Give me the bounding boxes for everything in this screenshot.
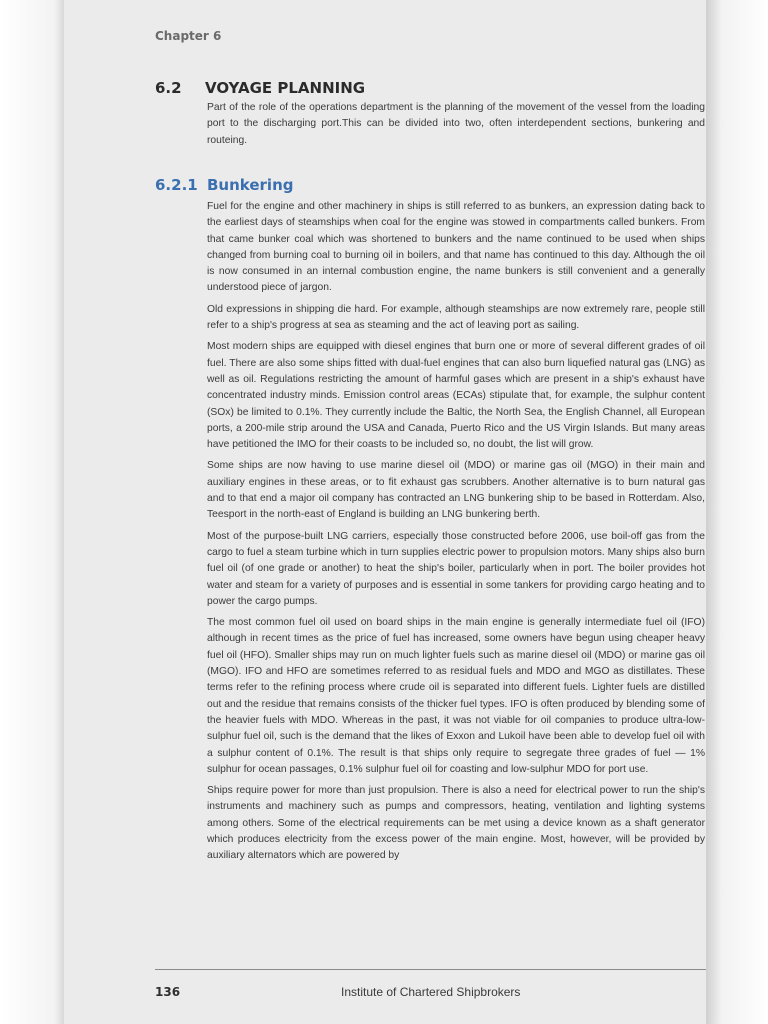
section-number: 6.2 [155,79,182,97]
section-intro: Part of the role of the operations department is the planning of the movement of the vessel from the loading port to the discharging port.This can be divided into two, often interdependent sections, bunkering and routeing. [207,102,705,146]
section-title: VOYAGE PLANNING [205,79,366,97]
paragraph: Most of the purpose-built LNG carriers, especially those constructed before 2006, use boil-off gas from the cargo to fuel a steam turbine which in turn supplies electric power to propulsion motors. Many ships also burn fuel oil (of one grade or another) to heat the ship's boiler, particularly when in port. The boiler provides hot water and steam for a variety of purposes and is essential in some tankers for providing cargo heating and to power the cargo pumps. [207,530,705,607]
section-heading [155,79,365,97]
paragraph: Ships require power for more than just propulsion. There is also a need for electrical power to run the ship's instruments and machinery such as pumps and compressors, heating, ventilation and lighting systems among others. Some of the electrical requirements can be met using a device known as a shaft generator which produces electricity from the excess power of the main engine. Most, however, will be provided by auxiliary alternators which are powered by [207,785,705,862]
footer-publisher: Institute of Chartered Shipbrokers [341,985,521,999]
paragraph: Some ships are now having to use marine diesel oil (MDO) or marine gas oil (MGO) in their main and auxiliary engines in these areas, or to fit exhaust gas scrubbers. Another alternative is to burn natural gas and to that end a major oil company has contracted an LNG bunkering ship to be based in Rotterdam. Also, Teesport in the north-east of England is building an LNG bunkering berth. [207,460,705,521]
section-intro-block [207,100,705,149]
footer-divider [155,969,706,970]
paragraph: Most modern ships are equipped with diesel engines that burn one or more of several different grades of oil fuel. There are also some ships fitted with dual-fuel engines that can also burn liquefied natural gas (LNG) as well as oil. Regulations restricting the amount of harmful gases which are present in a ship's exhaust have concentrated industry minds. Emission control areas (ECAs) stipulate that, for example, the sulphur content (SOx) be limited to 0.1%. They currently include the Baltic, the North Sea, the English Channel, all European ports, a 200-mile strip around the USA and Canada, Puerto Rico and the US Virgin Islands. But many areas have petitioned the IMO for their coasts to be included so, no doubt, the list will grow. [207,341,705,451]
book-page [64,0,706,1024]
subsection-number: 6.2.1 [155,176,198,194]
paragraph: Old expressions in shipping die hard. For example, although steamships are now extremely rare, people still refer to a ship's progress at sea as steaming and the act of leaving port as sailing. [207,303,705,332]
paragraph: Fuel for the engine and other machinery in ships is still referred to as bunkers, an expression dating back to the earliest days of steamships when coal for the engine was stowed in compartments called bunkers. From that came bunker coal which was shortened to bunkers and the name continued to be used when ships changed from burning coal to burning oil in boilers, and that name has continued to this day. Although the oil is now consumed in an internal combustion engine, the name bunkers is still convenient and a generally understood piece of jargon. [207,201,705,294]
subsection-heading [155,176,294,194]
scan-margin-right [706,0,768,1024]
subsection-body [207,199,705,870]
page-number: 136 [155,985,181,999]
scan-margin-left [0,0,64,1024]
subsection-title: Bunkering [207,176,294,194]
paragraph: The most common fuel oil used on board ships in the main engine is generally intermediate fuel oil (IFO) although in recent times as the price of fuel has increased, some owners have begun using cheaper heavy fuel oil (HFO). Smaller ships may run on much lighter fuels such as marine diesel oil (MDO) or marine gas oil (MGO). IFO and HFO are sometimes referred to as residual fuels and MDO and MGO as distillates. These terms refer to the refining process where crude oil is separated into different fuels. Lighter fuels are distilled out and the residue that remains consists of the thicker fuel types. IFO is often produced by blending some of the heavier fuels with MDO. Whereas in the past, it was not viable for oil companies to produce ultra-low-sulphur fuel oil, such is the demand that the likes of Exxon and Lukoil have been able to develop fuel oil with a sulphur content of 0.1%. The result is that ships only require to segregate three grades of fuel — 1% sulphur for ocean passages, 0.1% sulphur fuel oil for coasting and low-sulphur MDO for port use. [207,617,705,775]
running-head: Chapter 6 [155,29,222,43]
